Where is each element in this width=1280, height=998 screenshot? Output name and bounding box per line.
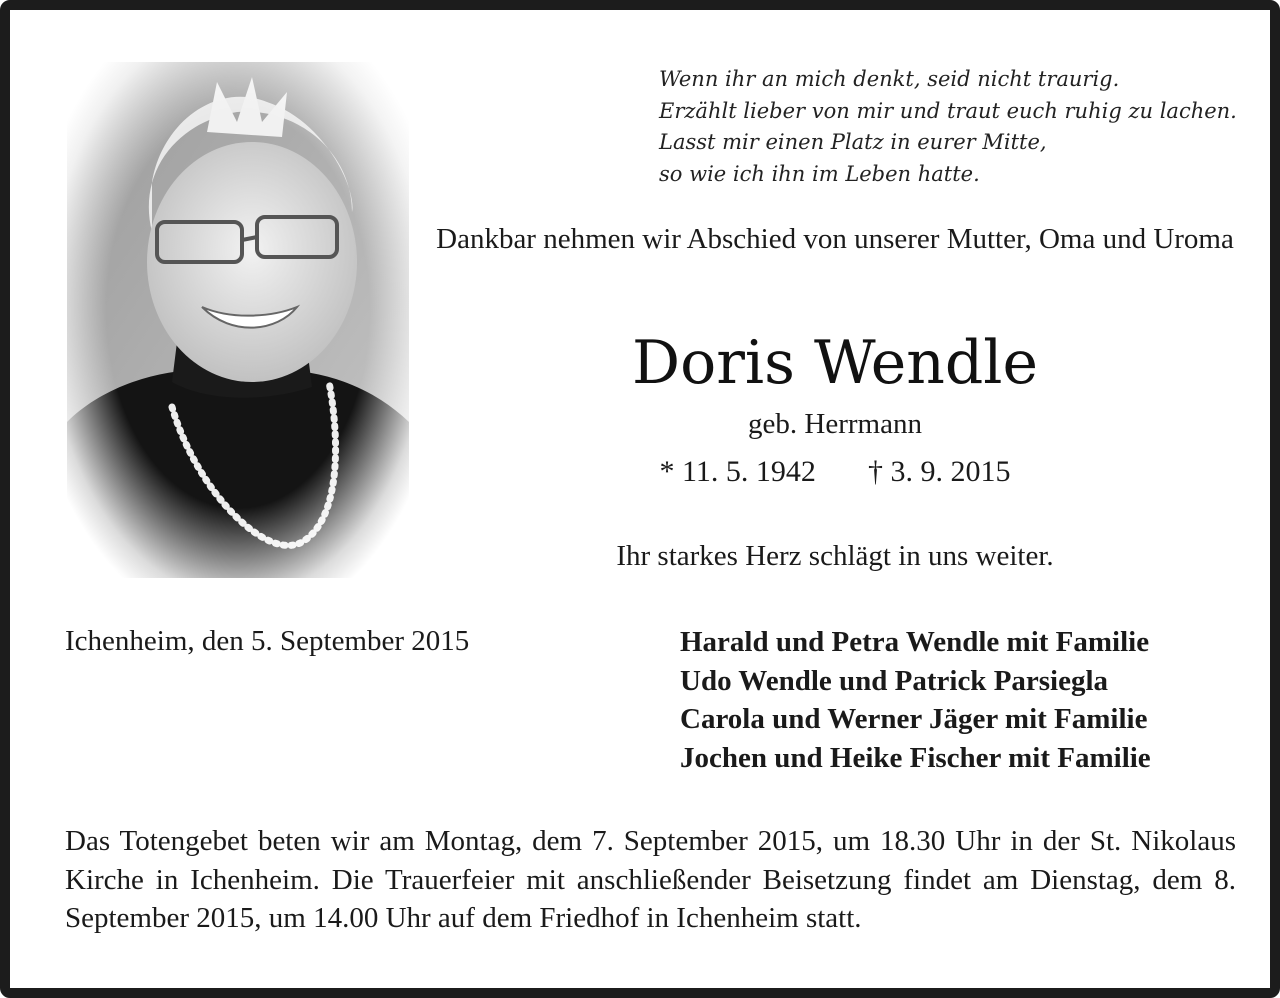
maiden-name: geb. Herrmann	[748, 408, 922, 440]
mourner-entry: Jochen und Heike Fischer mit Familie	[680, 741, 1151, 774]
life-dates	[425, 453, 1245, 491]
funeral-notice: Das Totengebet beten wir am Montag, dem 7. September 2015, um 18.30 Uhr in der St. Nikolaus Kirche in Ichenheim. Die Trauerfeier mit anschließender Beisetzung findet am Dienstag, dem 8. September 2015, um 14.00 Uhr auf dem Friedhof in Ichenheim statt.	[65, 825, 1236, 934]
poem-line: Erzählt lieber von mir und traut euch ruhig zu lachen.	[659, 98, 1237, 123]
mourner-entry: Harald und Petra Wendle mit Familie	[680, 626, 1150, 658]
memorial-poem	[659, 64, 1237, 190]
birth-date: * 11. 5. 1942	[659, 455, 816, 488]
place-and-date: Ichenheim, den 5. September 2015	[65, 625, 470, 657]
deceased-name: Doris Wendle	[632, 328, 1038, 398]
farewell-intro: Dankbar nehmen wir Abschied von unserer Mutter, Oma und Uroma	[436, 223, 1234, 255]
poem-line: so wie ich ihn im Leben hatte.	[659, 161, 980, 186]
memorial-motto: Ihr starkes Herz schlägt in uns weiter.	[616, 540, 1054, 572]
mourner-entry: Udo Wendle und Patrick Parsiegla	[680, 664, 1109, 697]
mourners-list	[680, 623, 1151, 777]
death-date: † 3. 9. 2015	[867, 455, 1011, 488]
poem-line: Wenn ihr an mich denkt, seid nicht traurig.	[659, 67, 1120, 91]
portrait-photo	[67, 62, 409, 578]
mourner-entry: Carola und Werner Jäger mit Familie	[680, 703, 1148, 735]
poem-line: Lasst mir einen Platz in eurer Mitte,	[659, 130, 1047, 154]
